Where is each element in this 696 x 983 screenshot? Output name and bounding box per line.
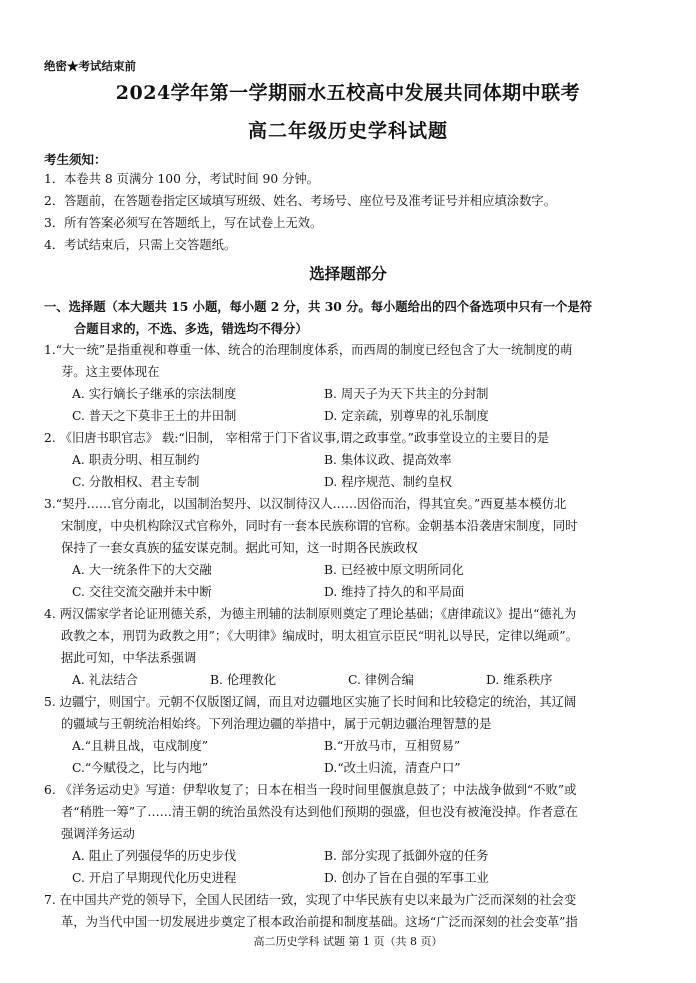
option-d: D. 定亲疏，别尊卑的礼乐制度 (324, 409, 489, 423)
option-d: D.“改土归流，清查户口” (324, 761, 461, 775)
option-row (44, 845, 664, 867)
question-stem: 革，为当代中国一切发展进步奠定了根本政治前提和制度基础。这场“广泛而深刻的社会变革”指 (61, 915, 578, 929)
option-c: C. 普天之下莫非王土的井田制 (72, 409, 237, 423)
question-stem: 6. 《洋务运动史》写道：伊犁收复了；日本在相当一段时间里偃旗息鼓了；中法战争做到“不败”或 (44, 783, 577, 797)
question-stem: 7. 在中国共产党的领导下，全国人民团结一致，实现了中华民族有史以来最为广泛而深刻的社会变 (44, 893, 577, 907)
question-stem: 的疆域与王朝统治相始终。下列治理边疆的举措中，属于元朝边疆治理智慧的是 (61, 717, 492, 731)
question-stem: 1.“大一统”是指重视和尊重一体、统合的治理制度体系，而西周的制度已经包含了大一统制度的萌 (44, 343, 573, 357)
question-stem: 5. 边疆宁，则国宁。元朝不仅版图辽阔，而且对边疆地区实施了长时间和比较稳定的统治，其辽阔 (44, 695, 577, 709)
question-3 (44, 493, 664, 603)
option-c: C. 分散相权、君主专制 (72, 475, 200, 489)
part-heading-line: 合题目求的，不选、多选，错选均不得分） (74, 321, 308, 336)
option-a: A. 职责分明、相互制约 (72, 453, 200, 467)
option-row (44, 735, 664, 757)
option-a: A. 礼法结合 (72, 673, 138, 687)
notice-item: 4．考试结束后，只需上交答题纸。 (44, 238, 237, 252)
question-stem: 2. 《旧唐书职官志》 载:“旧制， 宰相常于门下省议事,谓之政事堂。”政事堂设立的主要目的是 (44, 431, 550, 445)
exam-title: 2024学年第一学期丽水五校高中发展共同体期中联考 (115, 82, 581, 104)
option-row (44, 757, 664, 779)
option-a: A. 大一统条件下的大交融 (72, 563, 212, 577)
question-list (44, 339, 664, 933)
question-stem: 4. 两汉儒家学者论证刑德关系，为德主刑辅的法制原则奠定了理论基础；《唐律疏议》提出“德礼为 (44, 607, 577, 621)
question-2 (44, 427, 664, 493)
option-row (44, 383, 664, 405)
option-row (44, 471, 664, 493)
notice-item: 2．答题前，在答题卷指定区域填写班级、姓名、考场号、座位号及准考证号并相应填涂数字。 (44, 194, 556, 208)
option-row (44, 559, 664, 581)
question-stem: 芽。这主要体现在 (61, 365, 160, 379)
question-stem: 者“稍胜一筹”了……清王朝的统治虽然没有达到他们预期的强盛，但也没有被淹没掉。作者意在 (61, 805, 578, 819)
page-footer: 高二历史学科 试题 第 1 页（共 8 页） (253, 935, 443, 948)
notice-item: 3．所有答案必须写在答题纸上，写在试卷上无效。 (44, 216, 323, 230)
question-stem: 3.“契丹……官分南北，以国制治契丹、以汉制待汉人……因俗而治，得其宜矣。”西夏基本模仿北 (44, 497, 567, 511)
option-row (44, 867, 664, 889)
option-c: C. 开启了早期现代化历史进程 (72, 871, 237, 885)
exam-subtitle: 高二年级历史学科试题 (247, 120, 448, 142)
option-row (44, 669, 664, 691)
option-b: B. 已经被中原文明所同化 (324, 563, 464, 577)
question-stem: 宋制度，中央机构除汉式官称外，同时有一套本民族称谓的官称。金朝基本沿袭唐宋制度，同时 (61, 519, 578, 533)
option-d: D. 维持了持久的和平局面 (324, 585, 465, 599)
notice-list (44, 168, 664, 256)
question-4 (44, 603, 664, 691)
option-b: B. 周天子为天下共主的分封制 (324, 387, 489, 401)
option-c: C. 交往交流交融并未中断 (72, 585, 212, 599)
part-heading-line: 一、选择题（本大题共 15 小题，每小题 2 分，共 30 分。每小题给出的四个备选项中只有一个是符 (44, 299, 593, 314)
option-a: A.“且耕且战，屯戍制度” (72, 739, 209, 753)
option-b: B. 伦理教化 (210, 673, 277, 687)
question-stem: 政教之本，刑罚为政教之用”；《大明律》编成时，明太祖宣示臣民“明礼以导民，定律以绳顽”。 (61, 629, 578, 643)
option-b: B. 集体议政、提高效率 (324, 453, 452, 467)
question-5 (44, 691, 664, 779)
option-c: C. 律例合编 (348, 673, 414, 687)
option-d: D. 维系秩序 (486, 673, 553, 687)
notice-item: 1．本卷共 8 页满分 100 分，考试时间 90 分钟。 (44, 172, 319, 186)
question-7 (44, 889, 664, 933)
option-row (44, 405, 664, 427)
part-heading (44, 296, 664, 340)
option-row (44, 449, 664, 471)
option-row (44, 581, 664, 603)
question-stem: 强调洋务运动 (61, 827, 135, 841)
question-stem: 据此可知，中华法系强调 (61, 651, 197, 665)
question-6 (44, 779, 664, 889)
option-a: A. 实行嫡长子继承的宗法制度 (72, 387, 237, 401)
option-d: D. 程序规范、制约皇权 (324, 475, 452, 489)
option-d: D. 创办了旨在自强的军事工业 (324, 871, 489, 885)
question-1 (44, 339, 664, 427)
option-a: A. 阻止了列强侵华的历史步伐 (72, 849, 237, 863)
section-title: 选择题部分 (309, 264, 387, 283)
question-stem: 保持了一套女真族的猛安谋克制。据此可知，这一时期各民族政权 (61, 541, 418, 555)
option-c: C.“今赋役之，比与内地” (72, 761, 209, 775)
confidential-mark: 绝密★考试结束前 (44, 59, 136, 73)
notice-heading: 考生须知： (44, 152, 107, 167)
option-b: B. 部分实现了抵御外寇的任务 (324, 849, 489, 863)
option-b: B.“开放马市，互相贸易” (324, 739, 461, 753)
